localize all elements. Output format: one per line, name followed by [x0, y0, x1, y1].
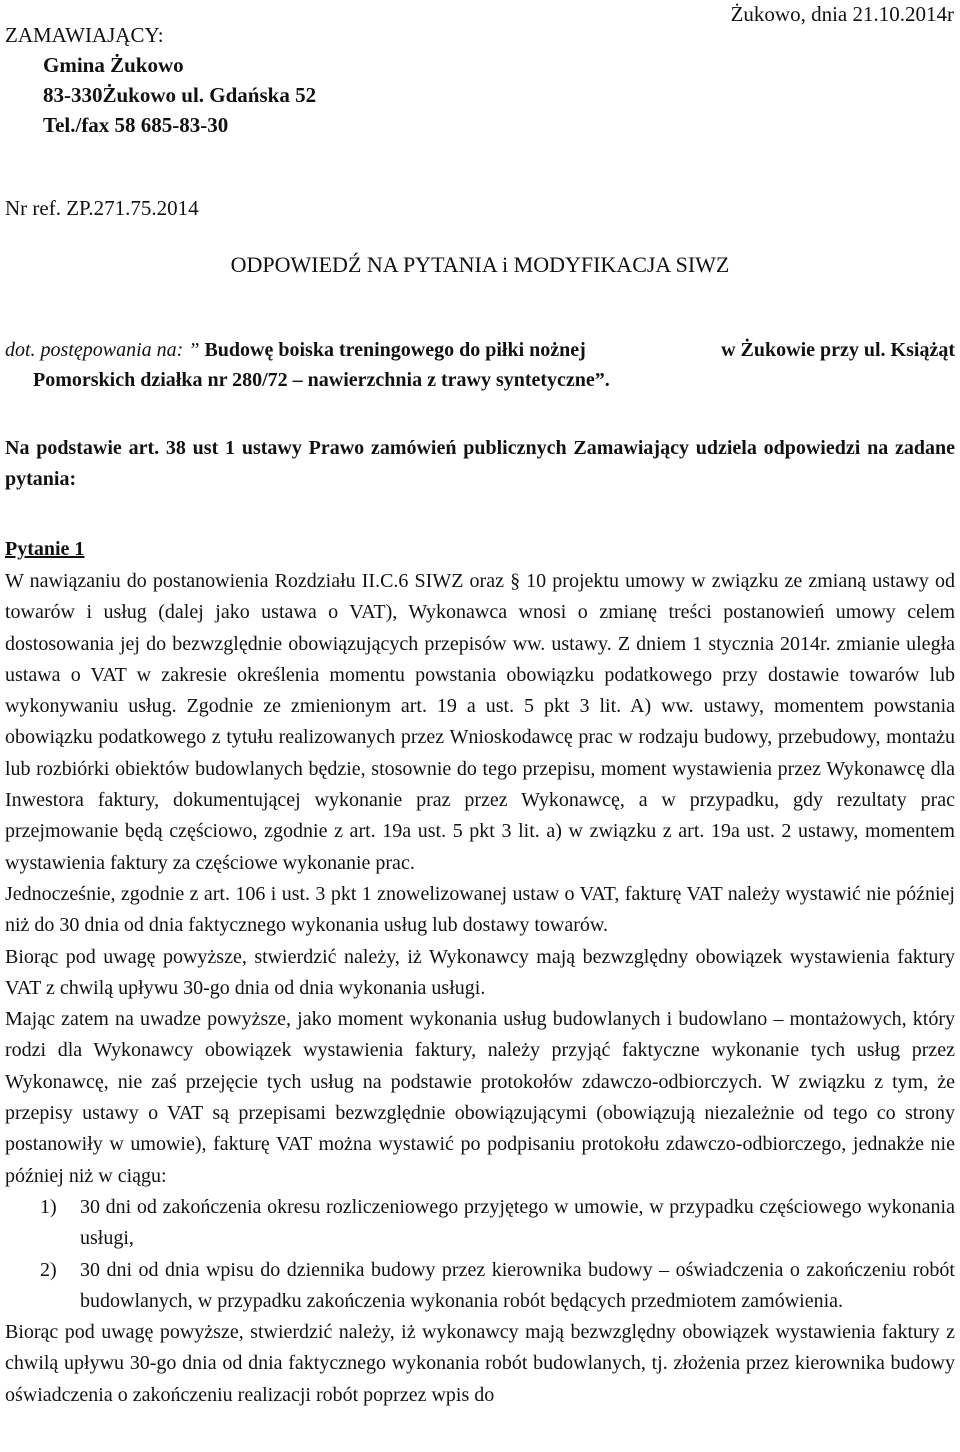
question-paragraph: Biorąc pod uwagę powyższe, stwierdzić należy, iż Wykonawcy mają bezwzględny obowiązek wystawienia faktury VAT z chwilą upływu 30-go dnia od dnia wykonania usługi. [5, 945, 955, 999]
subject-line1-main: Budowę boiska treningowego do piłki nożnej [204, 339, 586, 361]
organization-address: 83-330Żukowo ul. Gdańska 52 [43, 83, 317, 107]
list-item [5, 1255, 955, 1318]
deadline-list [5, 1192, 955, 1317]
question-paragraph: Mając zatem na uwadze powyższe, jako moment wykonania usług budowlanych i budowlano – montażowych, który rodzi dla Wykonawcy obowiązek wystawienia faktury, należy przyjąć faktyczne wykonanie tych usług przez Wykonawcę, nie zaś przejęcie tych usług na podstawie protokołów zdawczo-odbiorczych. W związku z tym, że przepisy ustawy o VAT są przepisami bezwzględnie obowiązującymi (obowiązują niezależnie od tego co strony postanowiły w umowie), fakturę VAT można wystawić po podpisaniu protokołu zdawczo-odbiorczego, jednakże nie później niż w ciągu: [5, 1008, 955, 1187]
question-body [5, 566, 955, 1411]
question-paragraph: W nawiązaniu do postanowienia Rozdziału II.C.6 SIWZ oraz § 10 projektu umowy w związku ze zmianą ustawy od towarów i usług (dalej jako ustawa o VAT), Wykonawca wnosi o zmianę treści postanowień umowy celem dostosowania jej do bezwzględnie obowiązujących przepisów ww. ustawy. Z dniem 1 stycznia 2014r. zmianie uległa ustawa o VAT w zakresie określenia momentu powstania obowiązku podatkowego przy dostawie towarów lub wykonywaniu usług. Zgodnie ze zmienionym art. 19 a ust. 5 pkt 3 lit. A) ww. ustawy, momentem powstania obowiązku podatkowego z tytułu realizowanych przez Wnioskodawcę prac w rodzaju budowy, przebudowy, montażu lub rozbiórki obiektów budowlanych będzie, stosownie do tego przepisu, moment wystawienia przez Wykonawcę dla Inwestora faktury, dokumentującej wykonanie praz przez Wykonawcę, a w przypadku, gdy rezultaty prac przejmowanie będą częściowo, zgodnie z art. 19a ust. 5 pkt 3 lit. a) w związku z art. 19a ust. 2 ustawy, momentem wystawienia faktury za częściowe wykonanie prac. [5, 570, 955, 874]
contracting-authority-label: ZAMAWIAJĄCY: [5, 23, 164, 47]
subject-line2: Pomorskich działka nr 280/72 – nawierzchnia z trawy syntetyczne”. [33, 369, 610, 391]
subject-prefix: dot. postępowania na: ” [5, 339, 200, 361]
list-item-number: 1) [40, 1195, 57, 1218]
list-item-text: 30 dni od dnia wpisu do dziennika budowy przez kierownika budowy – oświadczenia o zakończeniu robót budowlanych, w przypadku zakończenia wykonania robót będących przedmiotem zamówienia. [80, 1258, 955, 1312]
document-title: ODPOWIEDŹ NA PYTANIA i MODYFIKACJA SIWZ [230, 252, 730, 277]
question-title: Pytanie 1 [5, 538, 85, 560]
contracting-authority-block [5, 20, 316, 140]
organization-name: Gmina Żukowo [43, 53, 184, 77]
list-item [5, 1192, 955, 1255]
list-item-number: 2) [40, 1258, 57, 1281]
document-date: Żukowo, dnia 21.10.2014r [730, 2, 954, 26]
subject-line1-end: w Żukowie przy ul. Książąt [721, 339, 955, 361]
organization-phone: Tel./fax 58 685-83-30 [43, 113, 229, 137]
reference-number: Nr ref. ZP.271.75.2014 [5, 196, 199, 220]
question-paragraph: Jednocześnie, zgodnie z art. 106 i ust. 3 pkt 1 znowelizowanej ustaw o VAT, fakturę VAT należy wystawić nie później niż do 30 dnia od dnia faktycznego wykonania usług lub dostawy towarów. [5, 882, 955, 937]
proceeding-subject [5, 335, 955, 395]
legal-basis-intro: Na podstawie art. 38 ust 1 ustawy Prawo zamówień publicznych Zamawiający udziela odpowiedzi na zadane pytania: [5, 437, 955, 490]
closing-paragraph: Biorąc pod uwagę powyższe, stwierdzić należy, iż wykonawcy mają bezwzględny obowiązek wystawienia faktury z chwilą upływu 30-go dnia od dnia faktycznego wykonania robót budowlanych, tj. złożenia przez kierownika budowy oświadczenia o zakończeniu realizacji robót poprzez wpis do [5, 1321, 955, 1406]
list-item-text: 30 dni od zakończenia okresu rozliczeniowego przyjętego w umowie, w przypadku częściowego wykonania usługi, [80, 1195, 955, 1250]
